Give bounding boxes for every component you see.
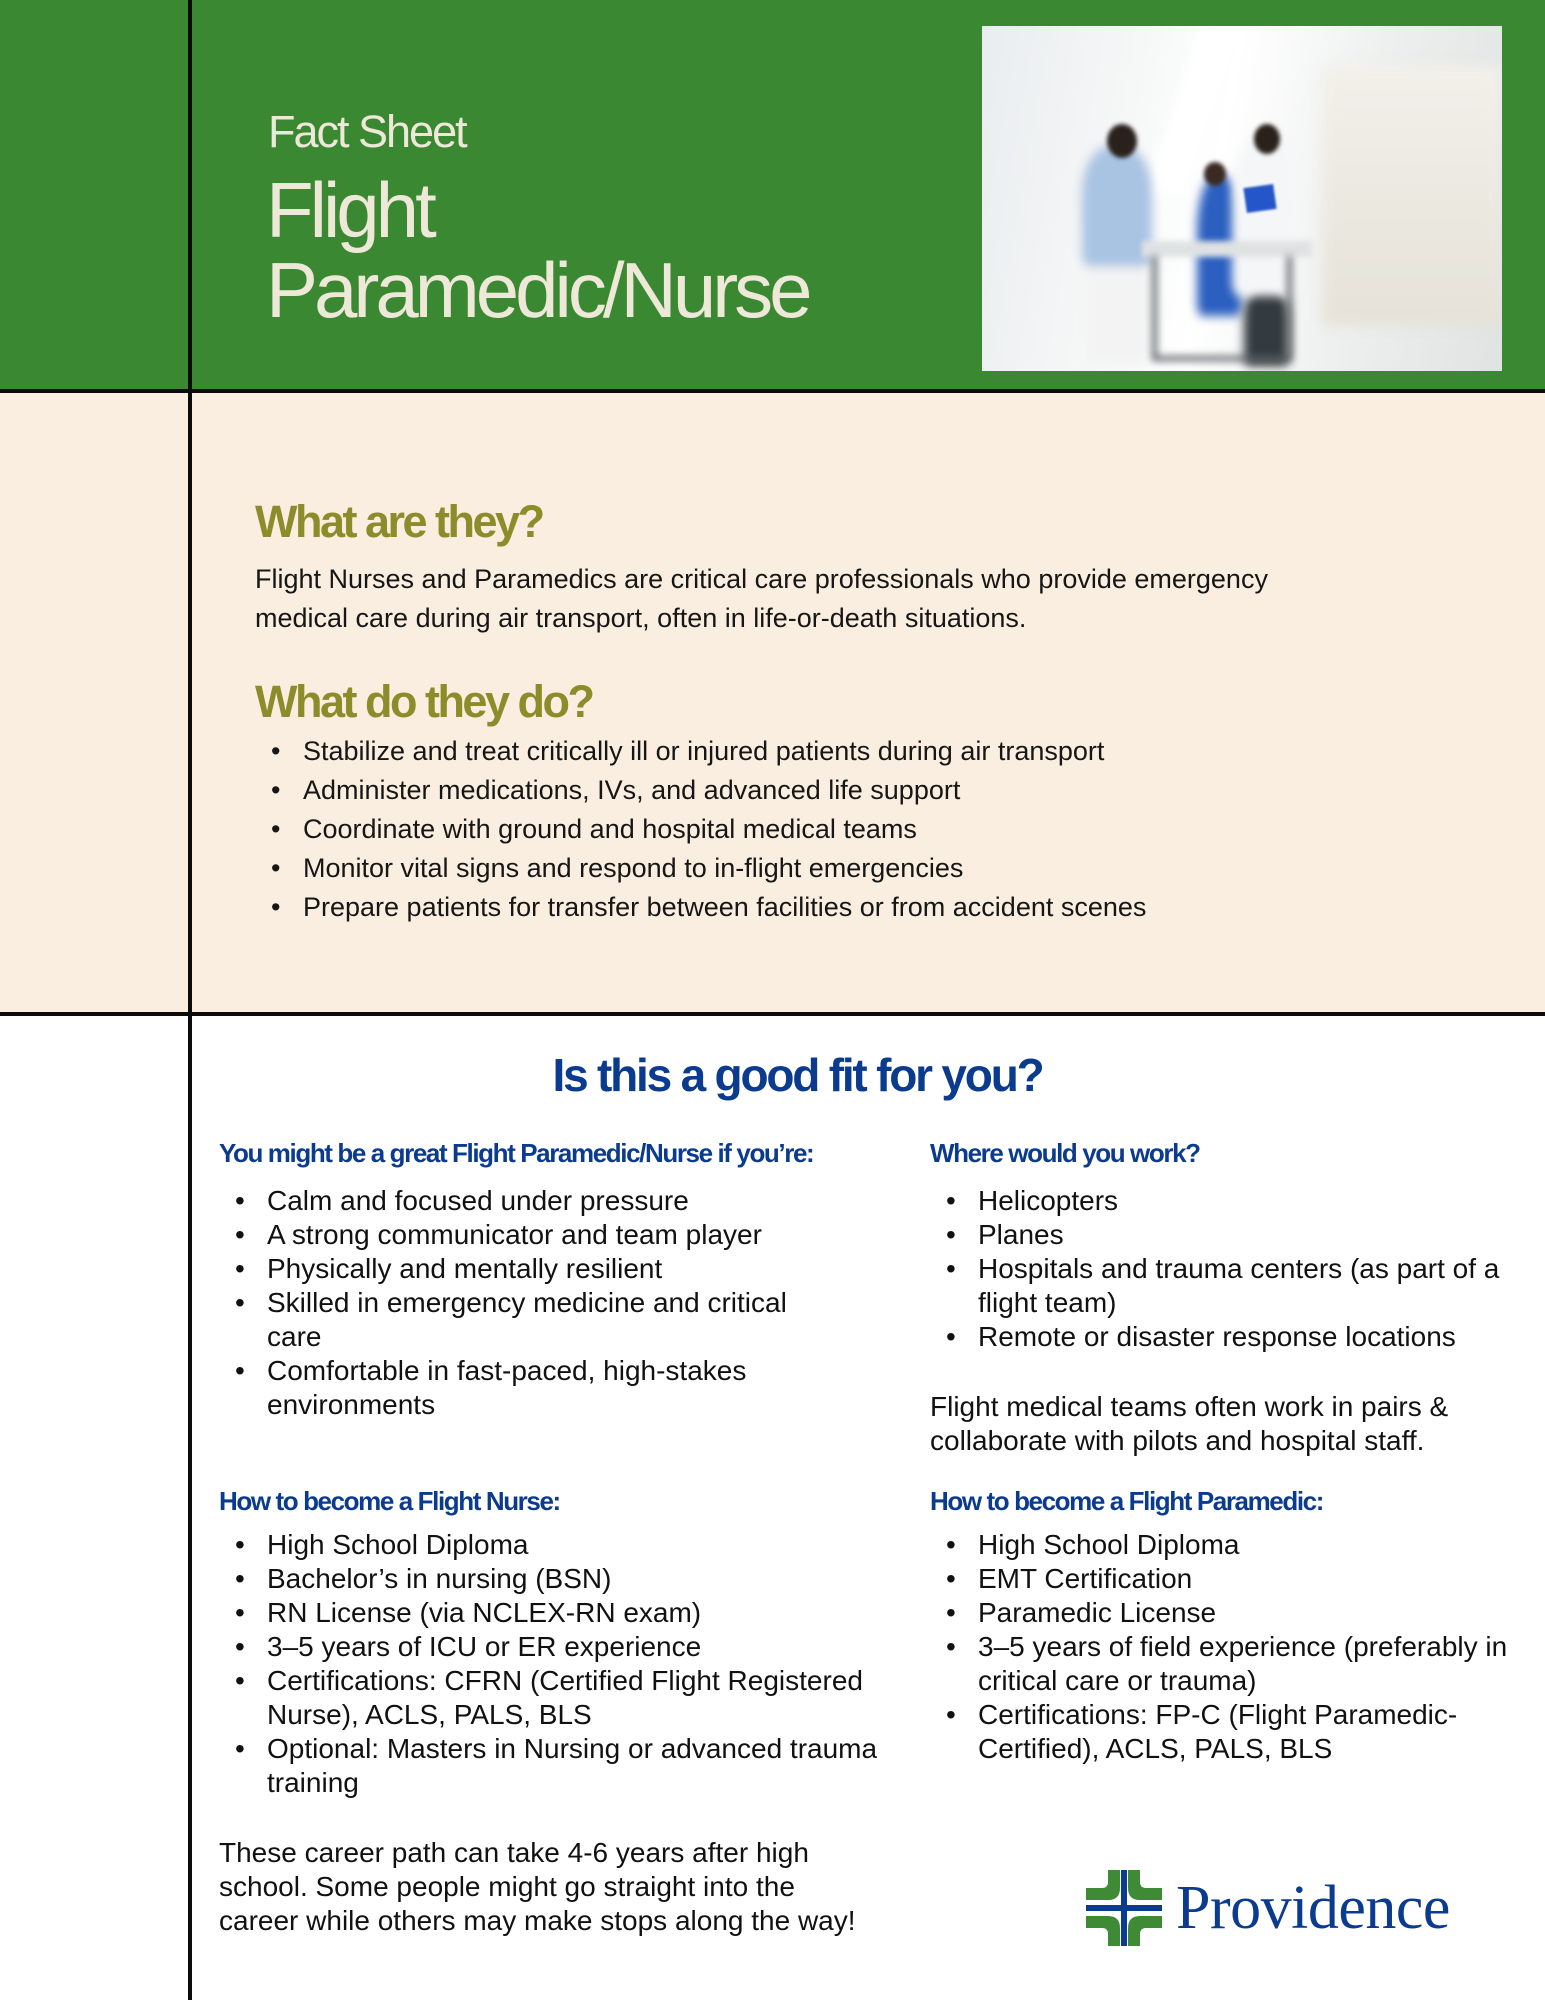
logo-wordmark: Providence [1176,1873,1450,1942]
list-item: • 3–5 years of field experience (preferably in critical care or trauma) [978,1630,1545,1698]
list-item: • Skilled in emergency medicine and critical care [267,1286,787,1354]
where-list [930,1184,1545,1354]
page-title [266,166,809,334]
what-are-they-text: Flight Nurses and Paramedics are critical care professionals who provide emergency medical care during air transport, often in life-or-death situations. [255,564,1268,633]
where-note: Flight medical teams often work in pairs & collaborate with pilots and hospital staff. [930,1391,1449,1456]
list-item: • Stabilize and treat critically ill or injured patients during air transport [303,732,1203,771]
list-item: • Certifications: FP-C (Flight Paramedic-Certified), ACLS, PALS, BLS [978,1698,1545,1766]
traits-heading: You might be a great Flight Paramedic/Nurse if you’re: [219,1138,814,1168]
fit-heading: Is this a good fit for you? [552,1049,1043,1101]
what-do-they-do-heading: What do they do? [255,676,593,727]
list-item: • Certifications: CFRN (Certified Flight Registered Nurse), ACLS, PALS, BLS [267,1664,887,1732]
providence-cross-icon [1086,1870,1162,1946]
list-item: • Administer medications, IVs, and advanced life support [303,771,1203,810]
what-are-they-heading: What are they? [255,496,543,547]
list-item: • RN License (via NCLEX-RN exam) [267,1596,887,1630]
list-item: • A strong communicator and team player [267,1218,787,1252]
list-item: • Coordinate with ground and hospital medical teams [303,810,1203,849]
list-item: • Hospitals and trauma centers (as part of a flight team) [978,1252,1545,1320]
list-item: • Physically and mentally resilient [267,1252,787,1286]
list-item: • Calm and focused under pressure [267,1184,787,1218]
list-item: • Monitor vital signs and respond to in-flight emergencies [303,849,1203,888]
paramedic-heading: How to become a Flight Paramedic: [930,1486,1323,1516]
closing-note: These career path can take 4-6 years after high school. Some people might go straight into the career while others may make stops along the way! [219,1837,856,1936]
divider-middle [0,1012,1545,1016]
list-item: • Optional: Masters in Nursing or advanced trauma training [267,1732,887,1800]
list-item: • Comfortable in fast-paced, high-stakes environments [267,1354,787,1422]
list-item: • High School Diploma [978,1528,1545,1562]
nurse-steps-list [219,1528,887,1800]
list-item: • Bachelor’s in nursing (BSN) [267,1562,887,1596]
providence-logo [1086,1870,1450,1946]
where-heading: Where would you work? [930,1138,1200,1168]
nurse-heading: How to become a Flight Nurse: [219,1486,560,1516]
fact-sheet-label: Fact Sheet [268,106,466,157]
duties-list [255,732,1203,927]
divider-vertical [188,0,192,2000]
title-line-2: Paramedic/Nurse [266,246,809,334]
list-item: • Planes [978,1218,1545,1252]
list-item: • Prepare patients for transfer between facilities or from accident scenes [303,888,1203,927]
list-item: • Remote or disaster response locations [978,1320,1545,1354]
list-item: • 3–5 years of ICU or ER experience [267,1630,887,1664]
title-line-1: Flight [266,166,433,254]
list-item: • EMT Certification [978,1562,1545,1596]
divider-top [0,389,1545,393]
paramedic-steps-list [930,1528,1545,1766]
list-item: • High School Diploma [267,1528,887,1562]
traits-list [219,1184,787,1422]
hero-photo [982,26,1502,371]
list-item: • Helicopters [978,1184,1545,1218]
list-item: • Paramedic License [978,1596,1545,1630]
